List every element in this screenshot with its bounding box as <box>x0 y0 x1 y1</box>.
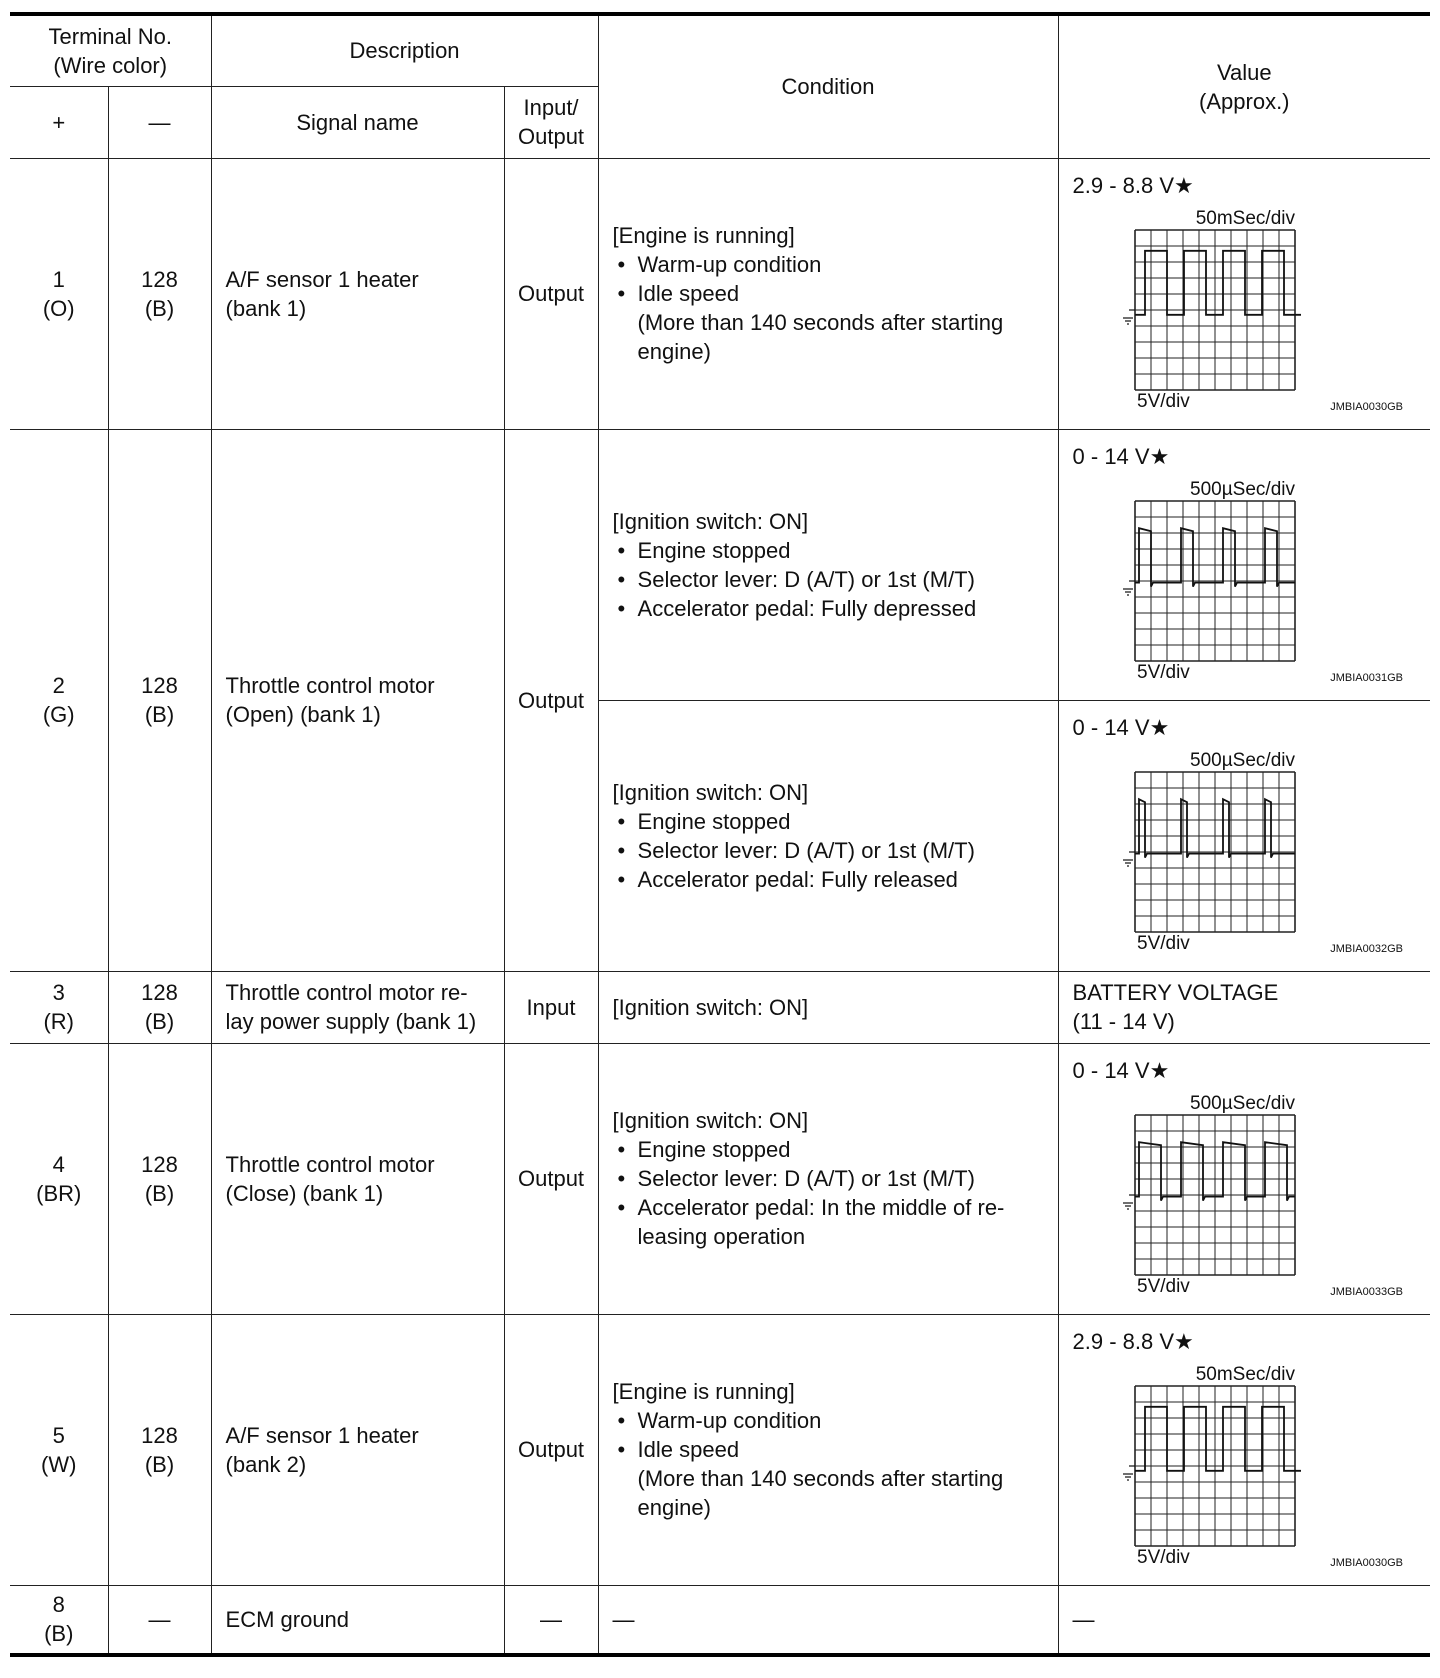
value-cell <box>1058 158 1430 429</box>
signal-name: A/F sensor 1 heater (bank 1) <box>211 158 504 429</box>
signal-name: Throttle control motor re- lay power supply (bank 1) <box>211 971 504 1043</box>
table-row <box>10 971 1430 1043</box>
minus-terminal: 128 (B) <box>108 971 211 1043</box>
condition-cell: — <box>598 1585 1058 1655</box>
condition-cell <box>598 971 1058 1043</box>
minus-header: — <box>108 86 211 158</box>
condition-item: • Engine stopped <box>613 1135 1052 1164</box>
signal-name-header: Signal name <box>211 86 504 158</box>
io-header-line1: Input/ <box>523 95 579 120</box>
time-per-div-label: 500µSec/div <box>1189 749 1295 771</box>
oscilloscope-waveform <box>1073 471 1403 699</box>
condition-item: • Selector lever: D (A/T) or 1st (M/T) <box>613 1164 1052 1193</box>
condition-item: • Selector lever: D (A/T) or 1st (M/T) <box>613 565 1052 594</box>
volt-per-div-label: 5V/div <box>1136 932 1190 954</box>
condition-item: • Engine stopped <box>613 807 1052 836</box>
condition-list <box>613 1406 1052 1464</box>
header-row-1 <box>10 14 1430 86</box>
condition-list <box>613 807 1052 894</box>
condition-head: [Ignition switch: ON] <box>612 994 809 1020</box>
condition-header: Condition <box>598 14 1058 158</box>
signal-name: ECM ground <box>211 1585 504 1655</box>
plus-terminal: 2 (G) <box>10 429 108 971</box>
plus-header: + <box>10 86 108 158</box>
io-type: — <box>504 1585 598 1655</box>
condition-item: • Accelerator pedal: Fully released <box>613 865 1052 894</box>
figure-code: JMBIA0033GB <box>1329 1285 1403 1298</box>
table-row <box>10 429 1430 700</box>
condition-head: [Ignition switch: ON] <box>612 508 809 534</box>
time-per-div-label: 500µSec/div <box>1189 478 1295 500</box>
condition-note: (More than 140 seconds after starting engine) <box>637 1466 1004 1520</box>
signal-name: A/F sensor 1 heater (bank 2) <box>211 1314 504 1585</box>
ground-symbol-icon <box>1123 581 1135 595</box>
ground-symbol-icon <box>1123 310 1135 324</box>
condition-item: • Warm-up condition <box>613 1406 1052 1435</box>
value-text: 0 - 14 V★ <box>1072 1057 1170 1083</box>
value-range: (11 - 14 V) <box>1072 1009 1175 1034</box>
condition-cell <box>598 1314 1058 1585</box>
condition-cell <box>598 700 1058 971</box>
oscilloscope-waveform <box>1073 1085 1403 1313</box>
io-type: Output <box>504 1314 598 1585</box>
table-row <box>10 1314 1430 1585</box>
time-per-div-label: 50mSec/div <box>1195 1363 1295 1385</box>
ecm-terminal-table-sheet <box>10 12 1430 1657</box>
oscilloscope-svg <box>1073 471 1403 699</box>
condition-item: • Accelerator pedal: In the middle of re-leasing operation <box>613 1193 1052 1251</box>
scope-grid <box>1135 1386 1295 1546</box>
value-cell <box>1058 429 1430 700</box>
minus-terminal: 128 (B) <box>108 1314 211 1585</box>
condition-cell <box>598 1043 1058 1314</box>
ground-symbol-icon <box>1123 852 1135 866</box>
condition-cell <box>598 158 1058 429</box>
value-text: 2.9 - 8.8 V★ <box>1072 1328 1194 1354</box>
value-header-line2: (Approx.) <box>1199 88 1290 114</box>
plus-terminal: 5 (W) <box>10 1314 108 1585</box>
oscilloscope-svg <box>1073 1356 1403 1584</box>
value-cell <box>1058 700 1430 971</box>
value-text: BATTERY VOLTAGE <box>1072 980 1279 1005</box>
io-type: Output <box>504 429 598 971</box>
value-header <box>1058 14 1430 158</box>
scope-grid <box>1135 501 1295 661</box>
value-text: 2.9 - 8.8 V★ <box>1072 172 1194 198</box>
ecm-terminal-table <box>10 12 1430 1657</box>
condition-item: • Engine stopped <box>613 536 1052 565</box>
terminal-header <box>10 14 211 86</box>
condition-head: [Engine is running] <box>612 1379 795 1404</box>
plus-terminal: 3 (R) <box>10 971 108 1043</box>
io-type: Output <box>504 1043 598 1314</box>
condition-head: [Ignition switch: ON] <box>612 1108 809 1133</box>
ground-symbol-icon <box>1123 1466 1135 1480</box>
volt-per-div-label: 5V/div <box>1136 661 1190 683</box>
minus-terminal: 128 (B) <box>108 1043 211 1314</box>
oscilloscope-svg <box>1073 200 1403 428</box>
table-row <box>10 1043 1430 1314</box>
figure-code: JMBIA0031GB <box>1329 671 1403 684</box>
condition-list <box>613 536 1052 623</box>
minus-terminal: 128 (B) <box>108 429 211 971</box>
terminal-header-line1: Terminal No. <box>48 23 172 49</box>
condition-list <box>613 1135 1052 1251</box>
signal-name: Throttle control motor (Close) (bank 1) <box>211 1043 504 1314</box>
value-cell <box>1058 1043 1430 1314</box>
condition-head: [Ignition switch: ON] <box>612 779 809 805</box>
io-header-line2: Output <box>518 124 585 149</box>
scope-grid <box>1135 230 1295 390</box>
oscilloscope-waveform <box>1073 1356 1403 1584</box>
waveform-trace <box>1135 250 1301 314</box>
table-row <box>10 158 1430 429</box>
condition-cell <box>598 429 1058 700</box>
condition-item: • Selector lever: D (A/T) or 1st (M/T) <box>613 836 1052 865</box>
condition-head: [Engine is running] <box>612 223 795 248</box>
volt-per-div-label: 5V/div <box>1136 1546 1190 1568</box>
plus-terminal: 8 (B) <box>10 1585 108 1655</box>
oscilloscope-waveform <box>1073 742 1403 970</box>
time-per-div-label: 50mSec/div <box>1195 207 1295 229</box>
value-cell <box>1058 1314 1430 1585</box>
condition-item: • Idle speed <box>613 279 1052 308</box>
value-text: 0 - 14 V★ <box>1072 443 1170 469</box>
oscilloscope-svg <box>1073 742 1403 970</box>
io-header <box>504 86 598 158</box>
condition-item: • Idle speed <box>613 1435 1052 1464</box>
condition-list <box>613 250 1052 308</box>
condition-item: • Accelerator pedal: Fully depressed <box>613 594 1052 623</box>
signal-name: Throttle control motor (Open) (bank 1) <box>211 429 504 971</box>
condition-item: • Warm-up condition <box>613 250 1052 279</box>
condition-note: (More than 140 seconds after starting engine) <box>637 310 1004 364</box>
io-type: Input <box>504 971 598 1043</box>
ground-symbol-icon <box>1123 1195 1135 1209</box>
volt-per-div-label: 5V/div <box>1136 1275 1190 1297</box>
figure-code: JMBIA0032GB <box>1329 942 1403 955</box>
description-header: Description <box>211 14 598 86</box>
oscilloscope-svg <box>1073 1085 1403 1313</box>
value-header-line1: Value <box>1216 59 1272 85</box>
minus-terminal: 128 (B) <box>108 158 211 429</box>
time-per-div-label: 500µSec/div <box>1189 1092 1295 1114</box>
plus-terminal: 4 (BR) <box>10 1043 108 1314</box>
table-row <box>10 1585 1430 1655</box>
waveform-trace <box>1135 1406 1301 1470</box>
scope-grid <box>1135 1115 1295 1275</box>
volt-per-div-label: 5V/div <box>1136 390 1190 412</box>
value-text: 0 - 14 V★ <box>1072 714 1170 740</box>
plus-terminal: 1 (O) <box>10 158 108 429</box>
io-type: Output <box>504 158 598 429</box>
figure-code: JMBIA0030GB <box>1329 400 1403 413</box>
value-cell <box>1058 971 1430 1043</box>
figure-code: JMBIA0030GB <box>1329 1556 1403 1569</box>
value-cell: — <box>1058 1585 1430 1655</box>
oscilloscope-waveform <box>1073 200 1403 428</box>
minus-terminal: — <box>108 1585 211 1655</box>
terminal-header-line2: (Wire color) <box>53 52 168 78</box>
